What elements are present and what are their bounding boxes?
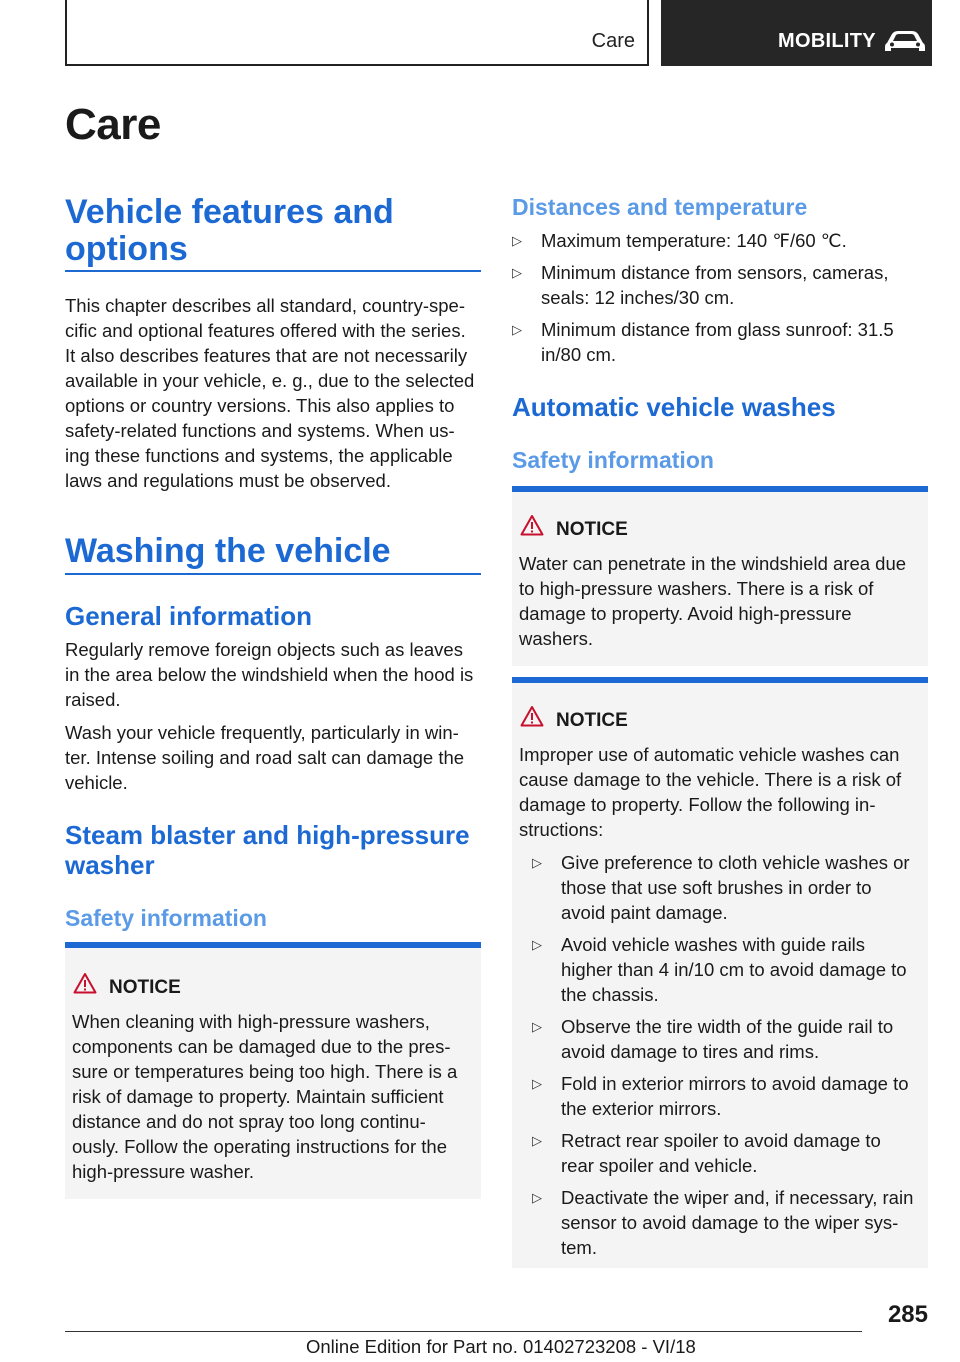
list-item: ▷ Maximum temperature: 140 ℉/60 ℃. [512, 230, 847, 251]
car-icon [883, 28, 927, 54]
bullet-triangle-icon: ▷ [512, 265, 522, 280]
footer-edition: Online Edition for Part no. 01402723208 - VI/18 [306, 1336, 696, 1357]
notice-box-right-1 [512, 486, 928, 666]
auto-wash-heading: Automatic vehicle washes [512, 392, 836, 422]
washing-heading: Washing the vehicle [65, 532, 391, 570]
list-item: ▷ Fold in exterior mirrors to avoid damage to the exterior mirrors. [532, 1073, 909, 1119]
bullet-triangle-icon: ▷ [532, 1133, 542, 1148]
features-rule [65, 270, 481, 272]
page-title: Care [65, 100, 161, 149]
header-section-box [65, 0, 649, 66]
distances-heading: Distances and temperature [512, 194, 808, 220]
header-chapter-box [661, 0, 932, 66]
warning-icon [520, 705, 544, 727]
steam-heading: Steam blaster and high-pressure washer [65, 820, 470, 880]
features-heading: Vehicle features and options [65, 193, 394, 268]
list-item: ▷ Give preference to cloth vehicle washes or those that use soft brushes in order to avoid paint damage. [532, 852, 910, 923]
page-number: 285 [887, 1301, 928, 1328]
notice-label: NOTICE [556, 710, 628, 731]
list-item: ▷ Observe the tire width of the guide rail to avoid damage to tires and rims. [532, 1016, 894, 1062]
bullet-triangle-icon: ▷ [532, 1019, 542, 1034]
bullet-triangle-icon: ▷ [532, 937, 542, 952]
general-heading: General information [65, 601, 313, 631]
general-para-2: Wash your vehicle frequently, particularly in win- ter. Intense soiling and road salt can damage the vehicle. [65, 722, 465, 793]
washing-rule [65, 573, 481, 575]
header-chapter-title: MOBILITY [778, 30, 876, 52]
list-item: ▷ Deactivate the wiper and, if necessary, rain sensor to avoid damage to the wiper sys- tem. [532, 1187, 914, 1258]
notice-box-right-2 [512, 677, 928, 1268]
warning-icon [73, 972, 97, 994]
list-item: ▷ Retract rear spoiler to avoid damage to rear spoiler and vehicle. [532, 1130, 881, 1176]
notice-text: Water can penetrate in the windshield area due to high-pressure washers. There is a risk of damage to property. Avoid high-pressure washers. [519, 553, 907, 649]
bullet-triangle-icon: ▷ [512, 322, 522, 337]
notice-label: NOTICE [556, 519, 628, 540]
warning-icon [520, 514, 544, 536]
bullet-triangle-icon: ▷ [532, 1076, 542, 1091]
general-para-1: Regularly remove foreign objects such as leaves in the area below the windshield when the hood is raised. [65, 639, 474, 710]
notice-text: When cleaning with high-pressure washers, components can be damaged due to the pres- sure or temperatures being too high. There is a risk of damage to property. Maintain sufficient distance and do not spray too long continu- ously. Follow the operating instructions for the high-pressure washer. [72, 1011, 458, 1182]
list-item: ▷ Avoid vehicle washes with guide rails higher than 4 in/10 cm to avoid damage to the chassis. [532, 934, 907, 1005]
footer-rule [65, 1331, 862, 1332]
safety-heading-right: Safety information [512, 447, 714, 473]
bullet-triangle-icon: ▷ [532, 855, 542, 870]
features-text: This chapter describes all standard, country-spe- cific and optional features offered with the series. It also describes features that are not necessarily available in your vehicle, e. g., due to the selected options or country versions. This also applies to safety-related functions and systems. When us- ing these functions and systems, the applicable laws and regulations must be observed. [65, 295, 475, 491]
list-item: ▷ Minimum distance from glass sunroof: 31.5 in/80 cm. [512, 319, 894, 365]
safety-heading-left: Safety information [65, 905, 267, 931]
bullet-triangle-icon: ▷ [512, 233, 522, 248]
header-section-title: Care [591, 30, 635, 52]
notice-text: Improper use of automatic vehicle washes can cause damage to the vehicle. There is a risk of damage to property. Follow the following in- structions: [519, 744, 902, 840]
notice-label: NOTICE [109, 977, 181, 998]
wash-instructions-list [532, 850, 918, 1267]
list-item: ▷ Minimum distance from sensors, cameras, seals: 12 inches/30 cm. [512, 262, 889, 308]
bullet-triangle-icon: ▷ [532, 1190, 542, 1205]
notice-box-left [65, 942, 481, 1199]
distances-list [512, 228, 928, 374]
